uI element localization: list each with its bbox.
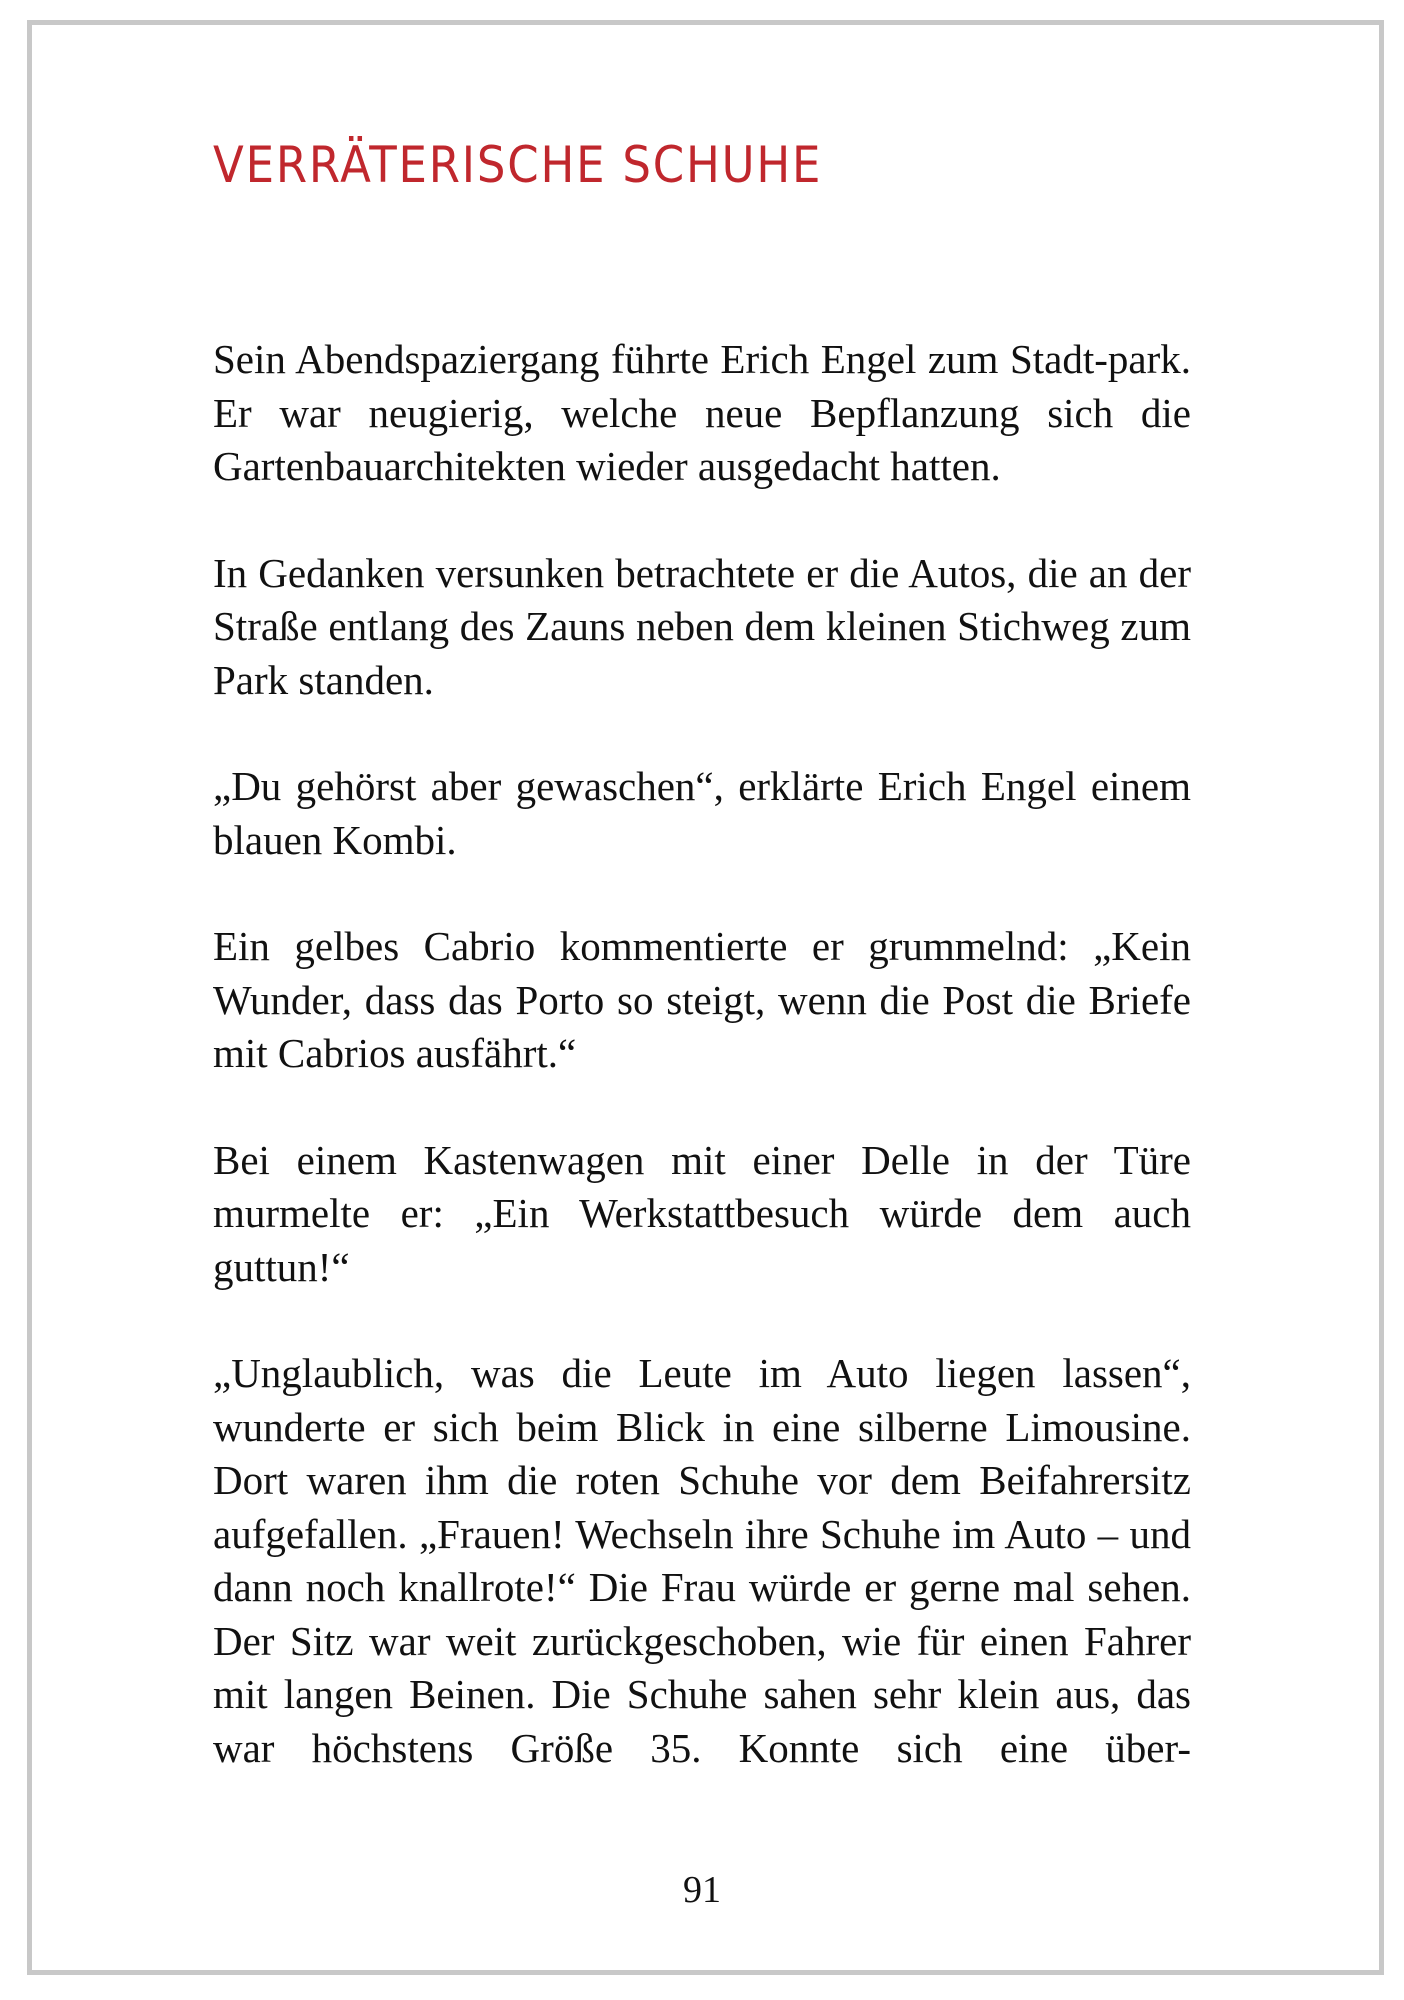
paragraph-5: Bei einem Kastenwagen mit einer Delle in der Türe murmelte er: „Ein Werkstattbesuch würde dem auch guttun!“ [213,1136,1191,1290]
paragraph-6: „Unglaublich, was die Leute im Auto liegen lassen“, wunderte er sich beim Blick in eine silberne Limousine. Dort waren ihm die roten Schuhe vor dem Beifahrersitz aufgefallen. „Frauen! Wechseln ihre Schuhe im Auto – und dann noch knallrote!“ Die Frau würde er gerne mal sehen. Der Sitz war weit zurückgeschoben, wie für einen Fahrer mit langen Beinen. Die Schuhe sahen sehr klein aus, das war höchstens Größe 35. Konnte sich eine über- [213,1350,1191,1771]
paragraph-1: Sein Abendspaziergang führte Erich Engel zum Stadt-park. Er war neugierig, welche neue Bepflanzung sich die Gartenbauarchitekten wieder ausgedacht hatten. [213,336,1191,489]
body-text [213,333,1191,1775]
paragraph-2: In Gedanken versunken betrachtete er die Autos, die an der Straße entlang des Zauns neben dem kleinen Stichweg zum Park standen. [213,549,1191,703]
chapter-title: VERRÄTERISCHE SCHUHE [213,136,823,194]
paragraph-4: Ein gelbes Cabrio kommentierte er grummelnd: „Kein Wunder, dass das Porto so steigt, wenn die Post die Briefe mit Cabrios ausfährt.“ [213,923,1191,1076]
paragraph-3: „Du gehörst aber gewaschen“, erklärte Erich Engel einem blauen Kombi. [213,763,1191,863]
page-number: 91 [683,1869,721,1911]
